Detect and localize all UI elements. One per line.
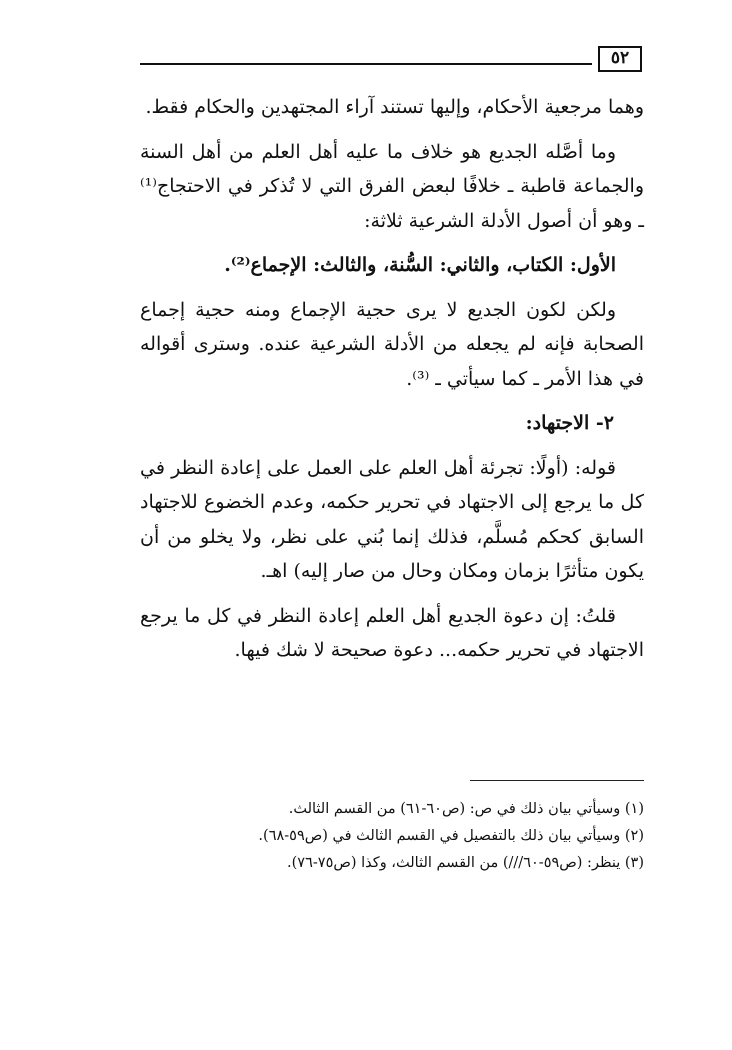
footnote-divider: [470, 780, 644, 781]
section-heading: ٢- الاجتهاد:: [525, 412, 614, 434]
footnote-1: (١) وسيأتي بيان ذلك في ص: (ص٦٠-٦١) من القسم الثالث.: [288, 801, 644, 817]
footnotes: [140, 796, 644, 877]
paragraph-5: قوله: (أولًا: تجرئة أهل العلم على العمل على إعادة النظر في كل ما يرجع إلى الاجتهاد في تحرير حكمه، وعدم الخضوع للاجتهاد السابق كحكم مُسلَّم، فذلك إنما بُني على نظر، ولا يخلو من أن يكون متأثرًا بزمان ومكان وحال من صار إليه) اهـ.: [140, 456, 644, 582]
footnote-3: (٣) ينظر: (ص٥٩-٦٠///) من القسم الثالث، وكذا (ص٧٥-٧٦).: [287, 855, 644, 871]
page-number: ٥٢: [598, 46, 642, 72]
page-header: [140, 46, 642, 76]
paragraph-4: ولكن لكون الجديع لا يرى حجية الإجماع ومنه حجية إجماع الصحابة فإنه لم يجعله من الأدلة الشرعية عنده. وسترى أقواله في هذا الأمر ـ كما سيأتي ـ ⁽³⁾.: [140, 298, 644, 390]
paragraph-2: وما أصَّله الجديع هو خلاف ما عليه أهل العلم من أهل السنة والجماعة قاطبة ـ خلافًا لبعض الفرق التي لا تُذكر في الاحتجاج⁽¹⁾ ـ وهو أن أصول الأدلة الشرعية ثلاثة:: [140, 140, 644, 232]
paragraph-6: قلتُ: إن دعوة الجديع أهل العلم إعادة النظر في كل ما يرجع الاجتهاد في تحرير حكمه... دعوة صحيحة لا شك فيها.: [140, 604, 644, 661]
main-text: [140, 90, 644, 678]
footnote-2: (٢) وسيأتي بيان ذلك بالتفصيل في القسم الثالث في (ص٥٩-٦٨).: [258, 828, 644, 844]
header-rule: [140, 63, 592, 65]
paragraph-3: الأول: الكتاب، والثاني: السُّنة، والثالث: الإجماع⁽²⁾.: [224, 254, 616, 276]
paragraph-1: وهما مرجعية الأحكام، وإليها تستند آراء المجتهدين والحكام فقط.: [145, 96, 644, 118]
